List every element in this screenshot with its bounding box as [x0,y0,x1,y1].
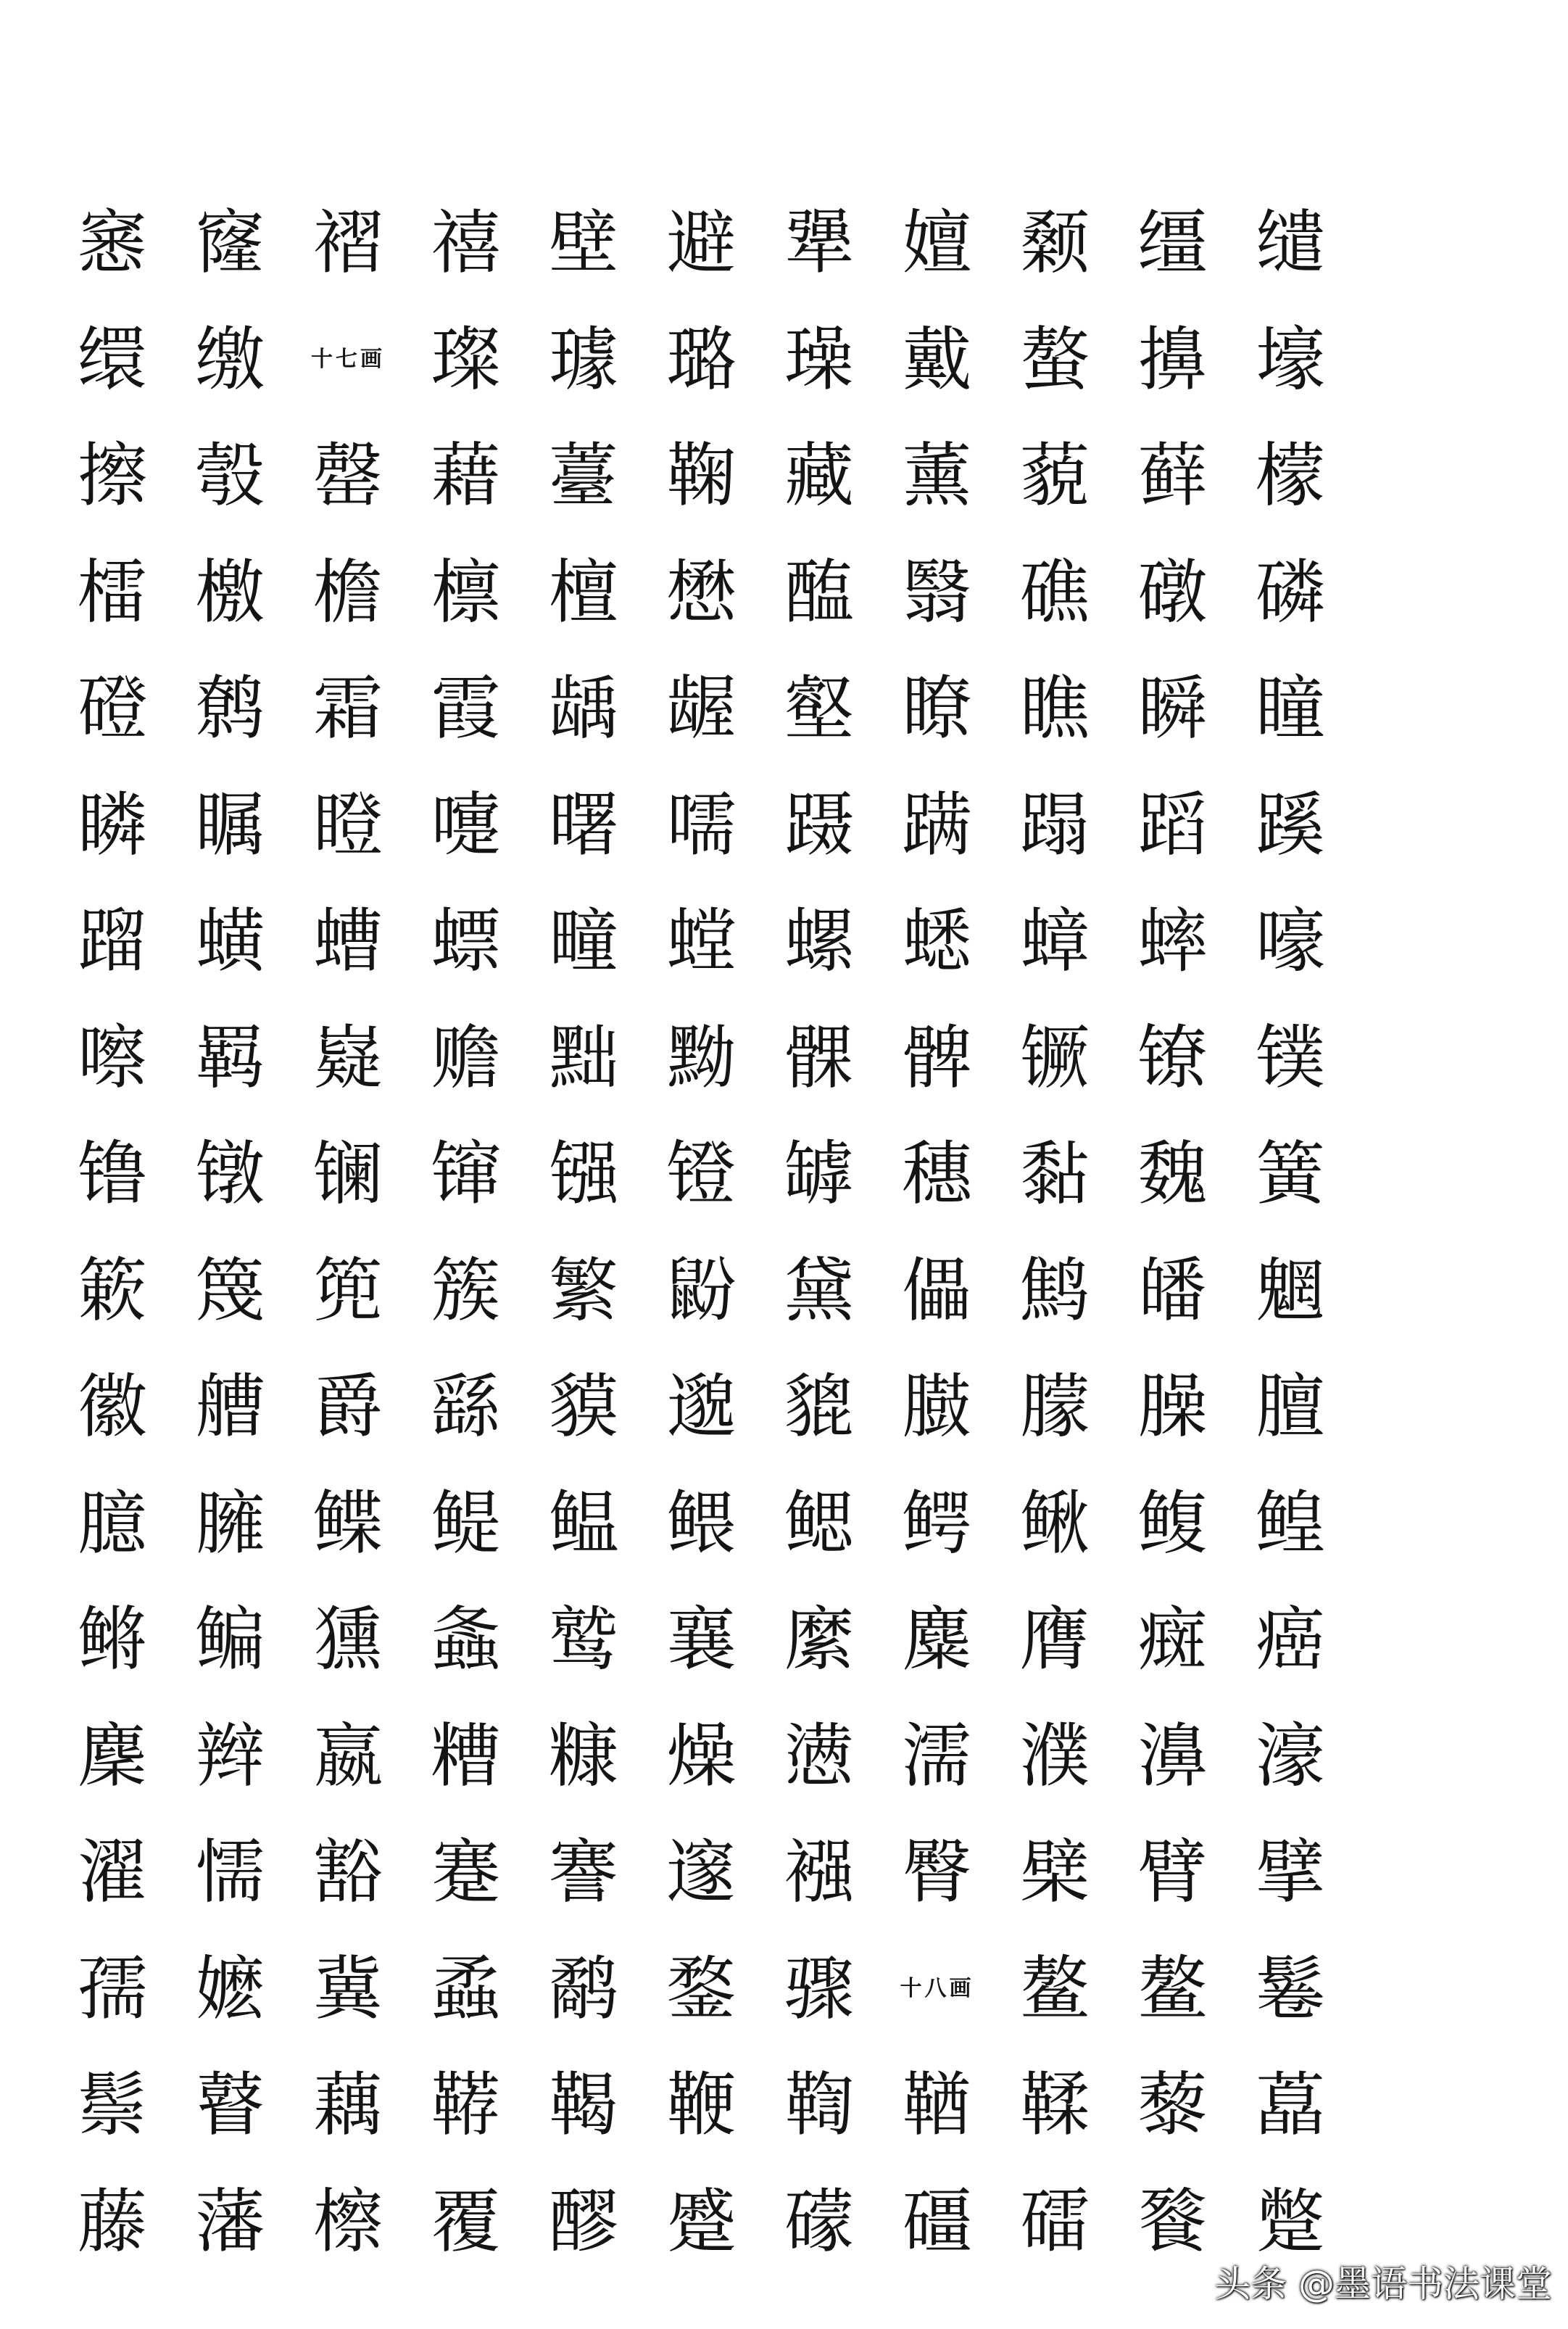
character-cell: 蹓 [78,901,147,982]
character-cell: 臊 [1137,1366,1208,1447]
character-cell: 爵 [313,1366,383,1447]
character-cell: 艚 [195,1366,265,1447]
character-cell: 龋 [549,668,618,749]
character-cell: 薹 [549,435,618,516]
character-cell: 邃 [666,1832,737,1913]
character-cell: 豁 [313,1832,383,1913]
character-cell: 辫 [195,1715,265,1797]
character-cell: 鳄 [902,1482,972,1564]
character-cell: 龌 [666,668,737,749]
character-cell: 邈 [666,1366,737,1447]
character-cell: 繇 [431,1366,501,1447]
character-cell: 藠 [1256,2064,1325,2146]
character-cell: 颡 [1020,202,1090,284]
character-cell: 嚏 [431,784,501,866]
character-cell: 獯 [313,1599,383,1680]
watermark: 头条 @墨语书法课堂 [1214,2263,1552,2305]
character-cell: 朦 [1020,1366,1090,1447]
character-cell: 藏 [784,435,854,516]
character-cell: 癍 [1137,1599,1208,1680]
character-cell: 鞨 [549,2064,618,2146]
character-cell: 镧 [313,1133,383,1215]
character-cell: 霞 [431,668,501,749]
character-cell: 瞭 [902,668,972,749]
character-cell: 鳊 [195,1599,265,1680]
character-cell: 孺 [78,1948,147,2030]
character-cell: 檄 [195,551,265,633]
character-cell: 镩 [431,1133,501,1215]
character-cell: 臌 [902,1366,972,1447]
character-cell: 镥 [78,1133,147,1215]
character-cell: 戴 [902,318,972,400]
character-cell: 檐 [313,551,383,633]
character-cell: 镫 [666,1133,737,1215]
character-cell: 罄 [313,435,383,516]
character-cell: 螽 [431,1599,501,1680]
character-cell: 鞣 [1020,2064,1090,2146]
character-cell: 镪 [549,1133,618,1215]
character-cell: 濮 [1020,1715,1090,1797]
character-cell: 鳀 [431,1482,501,1564]
character-cell: 謇 [549,1832,618,1913]
character-cell: 蹊 [1256,784,1325,866]
character-cell: 镣 [1137,1017,1208,1099]
character-cell: 嬴 [313,1715,383,1797]
character-cell: 嚅 [666,784,737,866]
character-cell: 魍 [1256,1249,1325,1331]
character-cell: 瞪 [313,784,383,866]
character-cell: 鹪 [1020,1249,1090,1331]
character-cell: 鼢 [666,1249,737,1331]
character-cell: 濡 [902,1715,972,1797]
character-cell: 麋 [902,1599,972,1680]
character-cell: 麇 [78,1715,147,1797]
character-cell: 檀 [549,551,618,633]
character-cell: 瞵 [78,784,147,866]
character-cell: 缳 [78,318,147,400]
character-cell: 蹩 [1256,2180,1325,2262]
character-cell: 篼 [313,1249,383,1331]
character-cell: 鳌 [1020,1948,1090,2030]
character-cell: 穗 [902,1133,972,1215]
character-cell: 彀 [195,435,265,516]
character-cell: 膻 [1256,1366,1325,1447]
character-cell: 磷 [1256,551,1325,633]
character-cell: 徽 [78,1366,147,1447]
character-cell: 檗 [1020,1832,1090,1913]
character-cell: 癌 [1256,1599,1325,1680]
character-cell: 檫 [313,2180,383,2262]
character-cell: 璪 [784,318,854,400]
character-cell: 篾 [195,1249,265,1331]
character-cell: 蹈 [1137,784,1208,866]
character-cell: 鳅 [1020,1482,1090,1564]
character-cell: 懦 [195,1832,265,1913]
character-cell: 鬃 [78,2064,147,2146]
character-cell: 鳂 [666,1482,737,1564]
character-cell: 蹙 [666,2180,737,2262]
character-cell: 懋 [666,551,737,633]
character-cell: 罅 [784,1133,854,1215]
character-cell: 蟋 [902,901,972,982]
character-cell: 壕 [1256,318,1325,400]
character-cell: 醪 [549,2180,618,2262]
character-cell: 鞫 [784,2064,854,2146]
character-cell: 黛 [784,1249,854,1331]
character-cell: 镢 [1020,1017,1090,1099]
character-cell: 璩 [549,318,618,400]
character-cell: 嬷 [195,1948,265,2030]
character-cell: 鳇 [1256,1482,1325,1564]
character-cell: 覆 [431,2180,501,2262]
character-cell: 螳 [666,901,737,982]
character-cell: 臃 [195,1482,265,1564]
character-cell: 曙 [549,784,618,866]
character-cell: 鬈 [1256,1948,1325,2030]
character-cell: 擘 [1256,1832,1325,1913]
character-cell: 瞳 [1256,668,1325,749]
character-cell: 壁 [549,202,618,284]
character-cell: 蟀 [1137,901,1208,982]
character-cell: 擤 [1137,318,1208,400]
character-cell: 瞽 [195,2064,265,2146]
character-cell: 襄 [666,1599,737,1680]
character-cell: 鳌 [1137,1948,1208,2030]
character-cell: 缱 [1256,202,1325,284]
character-cell: 赡 [431,1017,501,1099]
character-cell: 羁 [195,1017,265,1099]
character-cell: 瞬 [1137,668,1208,749]
character-cell: 藓 [1137,435,1208,516]
character-cell: 濞 [1137,1715,1208,1797]
character-cell: 磴 [78,668,147,749]
character-cell: 螵 [431,901,501,982]
character-cell: 鳉 [78,1599,147,1680]
character-cell: 嶷 [313,1017,383,1099]
character-cell: 礌 [1020,2180,1090,2262]
character-cell: 鞭 [666,2064,737,2146]
character-cell: 礞 [784,2180,854,2262]
character-cell: 藤 [78,2180,147,2262]
character-cell: 黜 [549,1017,618,1099]
character-cell: 懑 [784,1715,854,1797]
character-cell: 簇 [431,1249,501,1331]
character-cell: 翳 [902,551,972,633]
character-cell: 螯 [1020,318,1090,400]
character-cell: 魏 [1137,1133,1208,1215]
character-cell: 疃 [549,901,618,982]
character-cell: 餮 [1137,2180,1208,2262]
character-cell: 嚎 [1256,901,1325,982]
character-cell: 皤 [1137,1249,1208,1331]
character-cell: 镤 [1256,1017,1325,1099]
character-cell: 黏 [1020,1133,1090,1215]
character-cell: 臂 [1137,1832,1208,1913]
character-cell: 鹫 [549,1599,618,1680]
character-cell: 髀 [902,1017,972,1099]
character-cell: 髁 [784,1017,854,1099]
character-cell: 簧 [1256,1133,1325,1215]
character-cell: 缴 [195,318,265,400]
character-cell: 簌 [78,1249,147,1331]
character-cell: 蹋 [1020,784,1090,866]
character-cell: 缰 [1137,202,1208,284]
stroke-count-heading: 十八画 [900,1975,974,2001]
character-cell: 藕 [313,2064,383,2146]
character-cell: 蟥 [195,901,265,982]
character-cell: 蹒 [902,784,972,866]
character-cell: 鞠 [666,435,737,516]
character-cell: 襁 [784,1832,854,1913]
character-cell: 繁 [549,1249,618,1331]
character-cell: 蹇 [431,1832,501,1913]
character-cell: 鳆 [1137,1482,1208,1564]
character-cell: 礁 [1020,551,1090,633]
character-cell: 褶 [313,202,383,284]
character-cell: 貘 [549,1366,618,1447]
character-cell: 壑 [784,668,854,749]
character-cell: 瞧 [1020,668,1090,749]
character-cell: 貔 [784,1366,854,1447]
character-cell: 蹑 [784,784,854,866]
character-cell: 臆 [78,1482,147,1564]
character-cell: 薰 [902,435,972,516]
character-cell: 镦 [195,1133,265,1215]
character-cell: 藐 [1020,435,1090,516]
character-cell: 鹩 [195,668,265,749]
character-cell: 檬 [1256,435,1325,516]
character-cell: 鳁 [549,1482,618,1564]
character-cell: 黝 [666,1017,737,1099]
character-cell: 鞯 [431,2064,501,2146]
character-cell: 璨 [431,318,501,400]
character-cell: 鲽 [313,1482,383,1564]
character-cell: 鍪 [666,1948,737,2030]
stroke-count-heading: 十七画 [311,346,385,372]
character-cell: 礅 [1137,551,1208,633]
character-cell: 檩 [431,551,501,633]
character-cell: 螺 [784,901,854,982]
character-cell: 瞩 [195,784,265,866]
character-cell: 璐 [666,318,737,400]
character-cell: 檑 [78,551,147,633]
character-cell: 濯 [78,1832,147,1913]
character-cell: 燥 [666,1715,737,1797]
character-cell: 犟 [784,202,854,284]
character-cell: 禧 [431,202,501,284]
character-cell: 膺 [1020,1599,1090,1680]
character-cell: 礓 [902,2180,972,2262]
character-cell: 藉 [431,435,501,516]
character-cell: 蟊 [431,1948,501,2030]
character-cell: 冀 [313,1948,383,2030]
character-cell: 醢 [784,551,854,633]
character-cell: 藜 [1137,2064,1208,2146]
character-cell: 嚓 [78,1017,147,1099]
character-cell: 螬 [313,901,383,982]
character-cell: 窿 [195,202,265,284]
character-cell: 蟑 [1020,901,1090,982]
character-cell: 糠 [549,1715,618,1797]
character-cell: 濠 [1256,1715,1325,1797]
character-cell: 骤 [784,1948,854,2030]
character-cell: 擦 [78,435,147,516]
character-cell: 糟 [431,1715,501,1797]
character-cell: 避 [666,202,737,284]
character-cell: 儡 [902,1249,972,1331]
character-cell: 鳃 [784,1482,854,1564]
character-cell: 鹬 [549,1948,618,2030]
character-cell: 霜 [313,668,383,749]
character-cell: 藩 [195,2180,265,2262]
character-cell: 縻 [784,1599,854,1680]
character-cell: 鞧 [902,2064,972,2146]
character-cell: 嬗 [902,202,972,284]
character-cell: 臀 [902,1832,972,1913]
character-cell: 窸 [78,202,147,284]
